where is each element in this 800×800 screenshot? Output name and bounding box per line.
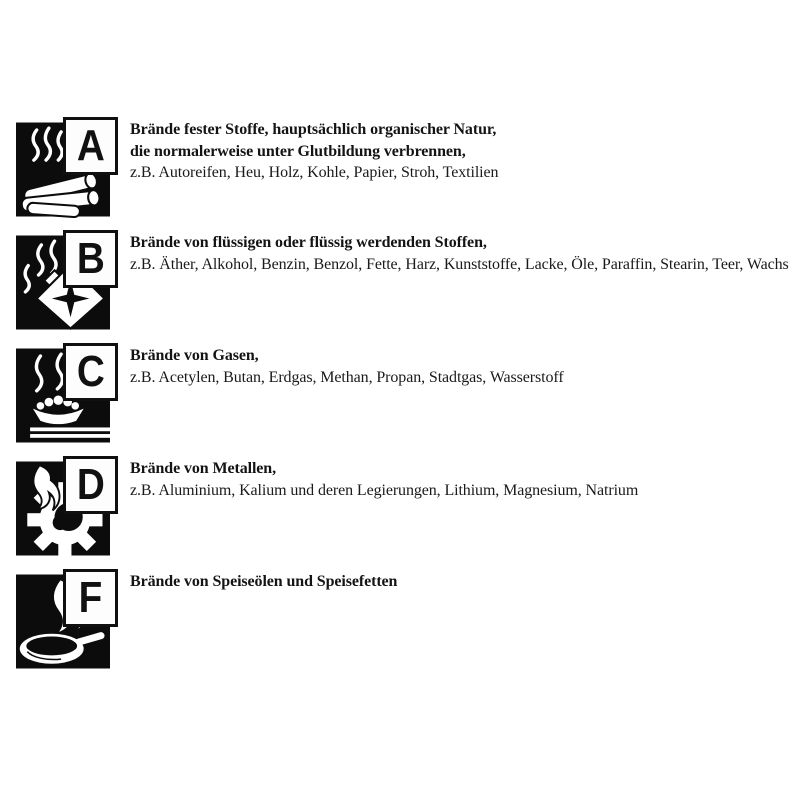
class-b-heading-line1: Brände von flüssigen oder flüssig werdenden Stoffen,	[130, 234, 487, 251]
fire-class-row-f	[0, 573, 800, 673]
class-f-letter: F	[78, 573, 103, 622]
class-d-letter: D	[76, 460, 105, 509]
class-a-examples: z.B. Autoreifen, Heu, Holz, Kohle, Papier, Stroh, Textilien	[130, 164, 499, 181]
fire-class-row-c	[0, 347, 800, 447]
class-b-pictogram	[16, 234, 110, 331]
class-a-letter-badge	[63, 117, 118, 175]
class-b-letter-badge	[63, 230, 118, 288]
class-c-letter-badge	[63, 343, 118, 401]
class-c-description	[130, 345, 564, 388]
class-d-heading-line1: Brände von Metallen,	[130, 460, 276, 477]
class-f-letter-badge	[63, 569, 118, 627]
fire-class-row-a	[0, 121, 800, 221]
fire-class-row-b	[0, 234, 800, 334]
class-a-pictogram	[16, 121, 110, 218]
class-f-pictogram	[16, 573, 110, 670]
class-b-letter: B	[76, 234, 105, 283]
class-a-heading-line2: die normalerweise unter Glutbildung verbrennen,	[130, 142, 466, 160]
class-c-pictogram	[16, 347, 110, 444]
class-d-examples: z.B. Aluminium, Kalium und deren Legierungen, Lithium, Magnesium, Natrium	[130, 481, 639, 499]
class-a-heading-line1: Brände fester Stoffe, hauptsächlich organischer Natur,	[130, 121, 497, 138]
class-d-pictogram	[16, 460, 110, 557]
class-d-description	[130, 458, 638, 501]
class-c-heading-line1: Brände von Gasen,	[130, 347, 259, 364]
class-b-examples: z.B. Äther, Alkohol, Benzin, Benzol, Fette, Harz, Kunststoffe, Lacke, Öle, Paraffin, Stearin, Teer, Wachs	[130, 255, 789, 273]
class-a-description	[130, 119, 498, 184]
class-c-examples: z.B. Acetylen, Butan, Erdgas, Methan, Propan, Stadtgas, Wasserstoff	[130, 368, 564, 386]
fire-class-row-d	[0, 460, 800, 560]
class-b-description	[130, 232, 789, 275]
class-a-letter: A	[76, 121, 105, 170]
class-f-heading-line1: Brände von Speiseölen und Speisefetten	[130, 573, 398, 590]
class-c-letter: C	[76, 347, 105, 396]
class-d-letter-badge	[63, 456, 118, 514]
class-f-description	[130, 571, 397, 593]
